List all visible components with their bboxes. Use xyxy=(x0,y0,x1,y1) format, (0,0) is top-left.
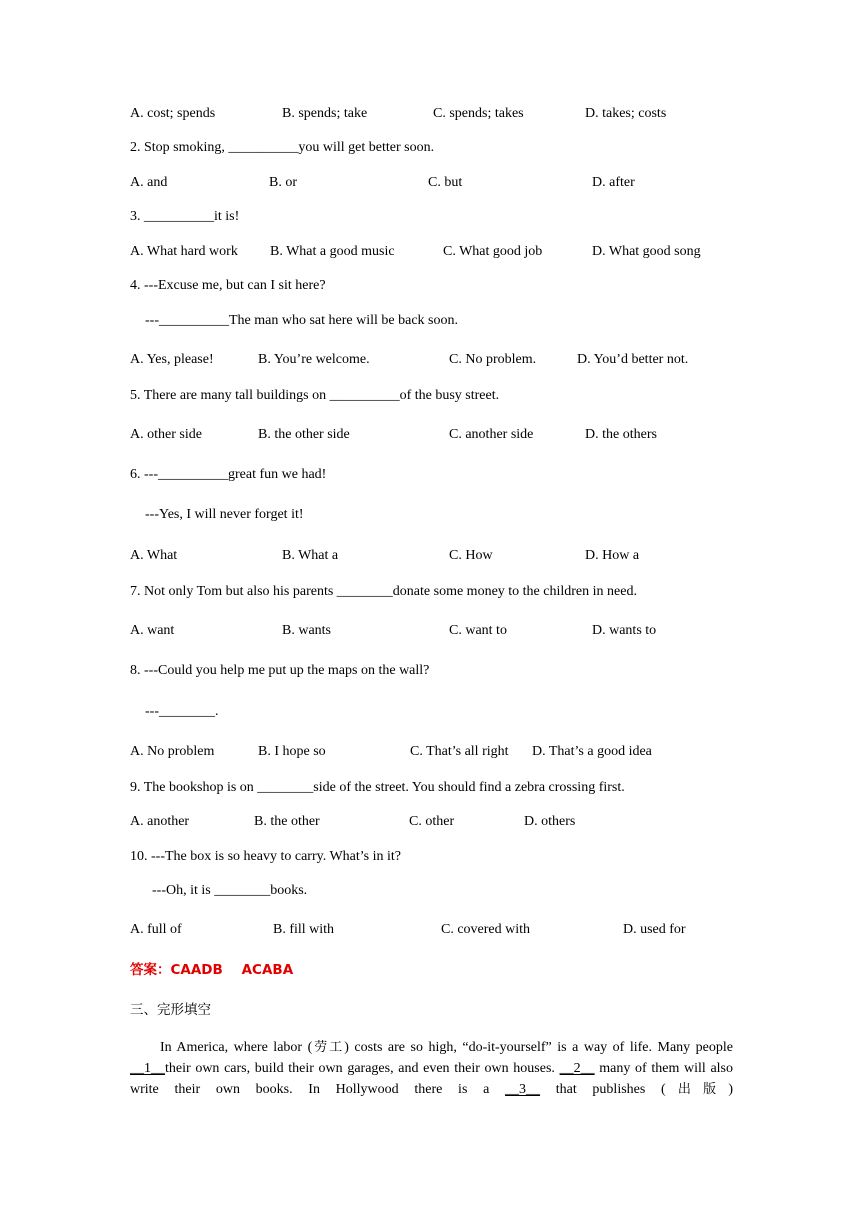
question-4-reply: ---__________The man who sat here will be back soon. xyxy=(145,313,458,328)
passage-text: ) costs are so high, “do-it-yourself” is a way of life. Many people xyxy=(344,1040,733,1055)
q9-option-d: D. others xyxy=(524,814,576,829)
cloze-passage xyxy=(130,1037,733,1100)
q2-option-c: C. but xyxy=(428,175,463,190)
blank-2: __2__ xyxy=(559,1061,595,1076)
q10-option-d: D. used for xyxy=(623,922,686,937)
question-6: 6. ---__________great fun we had! xyxy=(130,467,327,482)
question-8: 8. ---Could you help me put up the maps on the wall? xyxy=(130,663,430,678)
passage-chinese-gloss: 劳工 xyxy=(312,1040,345,1055)
q2-option-a: A. and xyxy=(130,175,168,190)
q6-option-a: A. What xyxy=(130,548,178,563)
q3-option-b: B. What a good music xyxy=(270,244,395,259)
q4-option-c: C. No problem. xyxy=(449,352,537,367)
q7-option-a: A. want xyxy=(130,623,175,638)
question-5: 5. There are many tall buildings on __________of the busy street. xyxy=(130,388,500,403)
q10-option-a: A. full of xyxy=(130,922,182,937)
q1-option-c: C. spends; takes xyxy=(433,106,524,121)
q2-option-d: D. after xyxy=(592,175,635,190)
question-4: 4. ---Excuse me, but can I sit here? xyxy=(130,278,326,293)
q3-option-c: C. What good job xyxy=(443,244,543,259)
q10-option-b: B. fill with xyxy=(273,922,335,937)
q7-option-c: C. want to xyxy=(449,623,507,638)
question-10-reply: ---Oh, it is ________books. xyxy=(152,883,308,898)
q9-option-c: C. other xyxy=(409,814,455,829)
section-title: 三、完形填空 xyxy=(130,1002,211,1018)
q4-option-b: B. You’re welcome. xyxy=(258,352,370,367)
q1-option-d: D. takes; costs xyxy=(585,106,667,121)
q7-option-d: D. wants to xyxy=(592,623,657,638)
passage-chinese-gloss: 出版 xyxy=(665,1082,729,1097)
q8-option-c: C. That’s all right xyxy=(410,744,509,759)
question-6-reply: ---Yes, I will never forget it! xyxy=(145,507,304,522)
q9-option-a: A. another xyxy=(130,814,190,829)
q1-option-b: B. spends; take xyxy=(282,106,368,121)
passage-text: their own cars, build their own garages, and even their own houses. xyxy=(165,1061,560,1076)
q7-option-b: B. wants xyxy=(282,623,331,638)
q8-option-b: B. I hope so xyxy=(258,744,326,759)
question-7: 7. Not only Tom but also his parents ________donate some money to the children in need. xyxy=(130,584,637,599)
passage-text: many of them will also write their own books. In Hollywood there is a xyxy=(130,1061,734,1097)
blank-3: __3__ xyxy=(505,1082,541,1097)
q9-option-b: B. the other xyxy=(254,814,320,829)
passage-text: that publishes ( xyxy=(540,1082,666,1097)
question-3: 3. __________it is! xyxy=(130,209,240,224)
answer-key: 答案：CAADB ACABA xyxy=(130,962,294,978)
q5-option-a: A. other side xyxy=(130,427,202,442)
question-9: 9. The bookshop is on ________side of the street. You should find a zebra crossing first. xyxy=(130,780,625,795)
q5-option-d: D. the others xyxy=(585,427,657,442)
q8-option-d: D. That’s a good idea xyxy=(532,744,652,759)
q6-option-d: D. How a xyxy=(585,548,640,563)
q5-option-b: B. the other side xyxy=(258,427,350,442)
passage-paragraph xyxy=(130,1037,733,1100)
question-10: 10. ---The box is so heavy to carry. What’s in it? xyxy=(130,849,401,864)
passage-text: In America, where labor ( xyxy=(160,1040,313,1055)
q1-option-a: A. cost; spends xyxy=(130,106,216,121)
q5-option-c: C. another side xyxy=(449,427,534,442)
q4-option-d: D. You’d better not. xyxy=(577,352,689,367)
question-8-reply: ---________. xyxy=(145,704,219,719)
q6-option-b: B. What a xyxy=(282,548,339,563)
q10-option-c: C. covered with xyxy=(441,922,531,937)
passage-text: ) xyxy=(728,1082,733,1097)
q6-option-c: C. How xyxy=(449,548,493,563)
question-2: 2. Stop smoking, __________you will get better soon. xyxy=(130,140,435,155)
q8-option-a: A. No problem xyxy=(130,744,215,759)
q2-option-b: B. or xyxy=(269,175,297,190)
q4-option-a: A. Yes, please! xyxy=(130,352,214,367)
blank-1: __1__ xyxy=(130,1061,165,1076)
q3-option-d: D. What good song xyxy=(592,244,701,259)
q3-option-a: A. What hard work xyxy=(130,244,238,259)
